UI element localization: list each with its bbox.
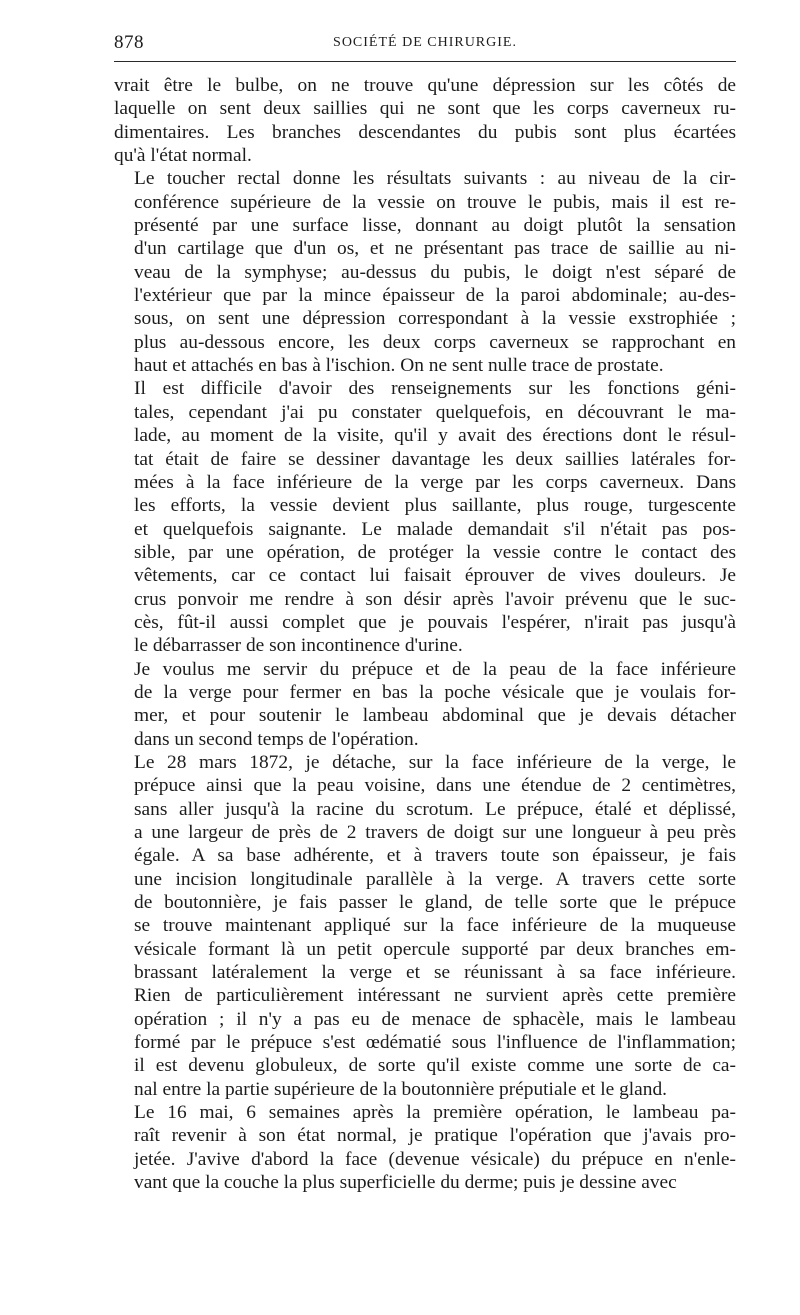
page-number: 878	[114, 32, 144, 53]
document-page	[114, 30, 736, 1195]
text-line: le débarrasser de son incontinence d'urine.	[134, 635, 463, 657]
text-line: une incision longitudinale parallèle à la verge. A travers cette sorte	[134, 868, 736, 890]
text-line: opération ; il n'y a pas eu de menace de sphacèle, mais le lambeau	[134, 1008, 736, 1030]
header-rule	[114, 61, 736, 62]
text-line: l'extérieur que par la mince épaisseur de la paroi abdominale; au-des-	[134, 285, 736, 307]
text-line: veau de la symphyse; au-dessus du pubis, le doigt n'est séparé de	[134, 261, 736, 283]
text-line: conférence supérieure de la vessie on trouve le pubis, mais il est re-	[134, 191, 736, 213]
running-header	[114, 30, 736, 58]
text-line: tat était de faire se dessiner davantage les deux saillies latérales for-	[134, 448, 736, 470]
text-line: jetée. J'avive d'abord la face (devenue vésicale) du prépuce en n'enle-	[134, 1148, 736, 1170]
text-line: tales, cependant j'ai pu constater quelquefois, en découvrant le ma-	[134, 401, 736, 423]
text-line: formé par le prépuce s'est œdématié sous l'influence de l'inflammation;	[134, 1032, 736, 1054]
text-line: vêtements, car ce contact lui faisait éprouver de vives douleurs. Je	[134, 565, 736, 587]
text-line: plus au-dessous encore, les deux corps caverneux se rapprochant en	[134, 331, 736, 353]
text-line: lade, au moment de la visite, qu'il y avait des érections dont le résul-	[134, 425, 736, 447]
text-line: crus ponvoir me rendre à son désir après l'avoir prévenu que le suc-	[134, 588, 736, 610]
text-line: dans un second temps de l'opération.	[134, 728, 419, 750]
paragraph	[114, 751, 736, 1101]
paragraph	[114, 1101, 736, 1194]
text-line: sible, par une opération, de protéger la vessie contre le contact des	[134, 541, 736, 563]
text-line: mer, et pour soutenir le lambeau abdominal que je devais détacher	[134, 705, 736, 727]
text-line: de la verge pour fermer en bas la poche vésicale que je voulais for-	[134, 681, 736, 703]
text-line: prépuce ainsi que la peau voisine, dans une étendue de 2 centimètres,	[134, 775, 736, 797]
text-line: vésicale formant là un petit opercule supporté par deux branches em-	[134, 938, 736, 960]
text-line: Le 28 mars 1872, je détache, sur la face inférieure de la verge, le	[134, 751, 736, 773]
text-line: présenté par une surface lisse, donnant au doigt plutôt la sensation	[134, 215, 736, 237]
text-line: Rien de particulièrement intéressant ne survient après cette première	[134, 985, 736, 1007]
paragraph	[114, 167, 736, 377]
text-line: les efforts, la vessie devient plus saillante, plus rouge, turgescente	[134, 495, 736, 517]
text-line: nal entre la partie supérieure de la boutonnière préputiale et le gland.	[134, 1078, 668, 1100]
text-line: d'un cartilage que d'un os, et ne présentant pas trace de saillie au ni-	[134, 238, 736, 260]
text-line: cès, fût-il aussi complet que je pouvais l'espérer, n'irait pas jusqu'à	[134, 611, 736, 633]
text-line: laquelle on sent deux saillies qui ne sont que les corps caverneux ru-	[114, 98, 736, 120]
body-text	[114, 74, 736, 1195]
paragraph	[114, 658, 736, 751]
paragraph	[114, 377, 736, 657]
text-line: et quelquefois saignante. Le malade demandait s'il n'était pas pos-	[134, 518, 736, 540]
paragraph	[114, 74, 736, 167]
text-line: Le 16 mai, 6 semaines après la première opération, le lambeau pa-	[134, 1102, 736, 1124]
text-line: se trouve maintenant appliqué sur la face inférieure de la muqueuse	[134, 915, 736, 937]
running-title: SOCIÉTÉ DE CHIRURGIE.	[333, 35, 517, 50]
text-line: vant que la couche la plus superficielle du derme; puis je dessine avec	[134, 1172, 677, 1194]
text-line: vrait être le bulbe, on ne trouve qu'une dépression sur les côtés de	[114, 75, 736, 96]
text-line: haut et attachés en bas à l'ischion. On ne sent nulle trace de prostate.	[134, 355, 664, 377]
text-line: qu'à l'état normal.	[114, 145, 252, 167]
text-line: Je voulus me servir du prépuce et de la peau de la face inférieure	[134, 658, 736, 680]
text-line: Il est difficile d'avoir des renseignements sur les fonctions géni-	[134, 378, 736, 400]
text-line: dimentaires. Les branches descendantes du pubis sont plus écartées	[114, 121, 736, 143]
text-line: brassant latéralement la verge et se réunissant à sa face inférieure.	[134, 962, 736, 984]
text-line: de boutonnière, je fais passer le gland, de telle sorte que le prépuce	[134, 892, 736, 914]
text-line: Le toucher rectal donne les résultats suivants : au niveau de la cir-	[134, 168, 736, 190]
text-line: sous, on sent une dépression correspondant à la vessie exstrophiée ;	[134, 308, 736, 330]
text-line: il est devenu globuleux, de sorte qu'il existe comme une sorte de ca-	[134, 1055, 736, 1077]
text-line: mées à la face inférieure de la verge par les corps caverneux. Dans	[134, 471, 736, 493]
text-line: a une largeur de près de 2 travers de doigt sur une longueur à peu près	[134, 822, 736, 843]
text-line: raît revenir à son état normal, je pratique l'opération que j'avais pro-	[134, 1125, 736, 1147]
text-line: égale. A sa base adhérente, et à travers toute son épaisseur, je fais	[134, 845, 736, 867]
text-line: sans aller jusqu'à la racine du scrotum. Le prépuce, étalé et déplissé,	[134, 798, 736, 820]
